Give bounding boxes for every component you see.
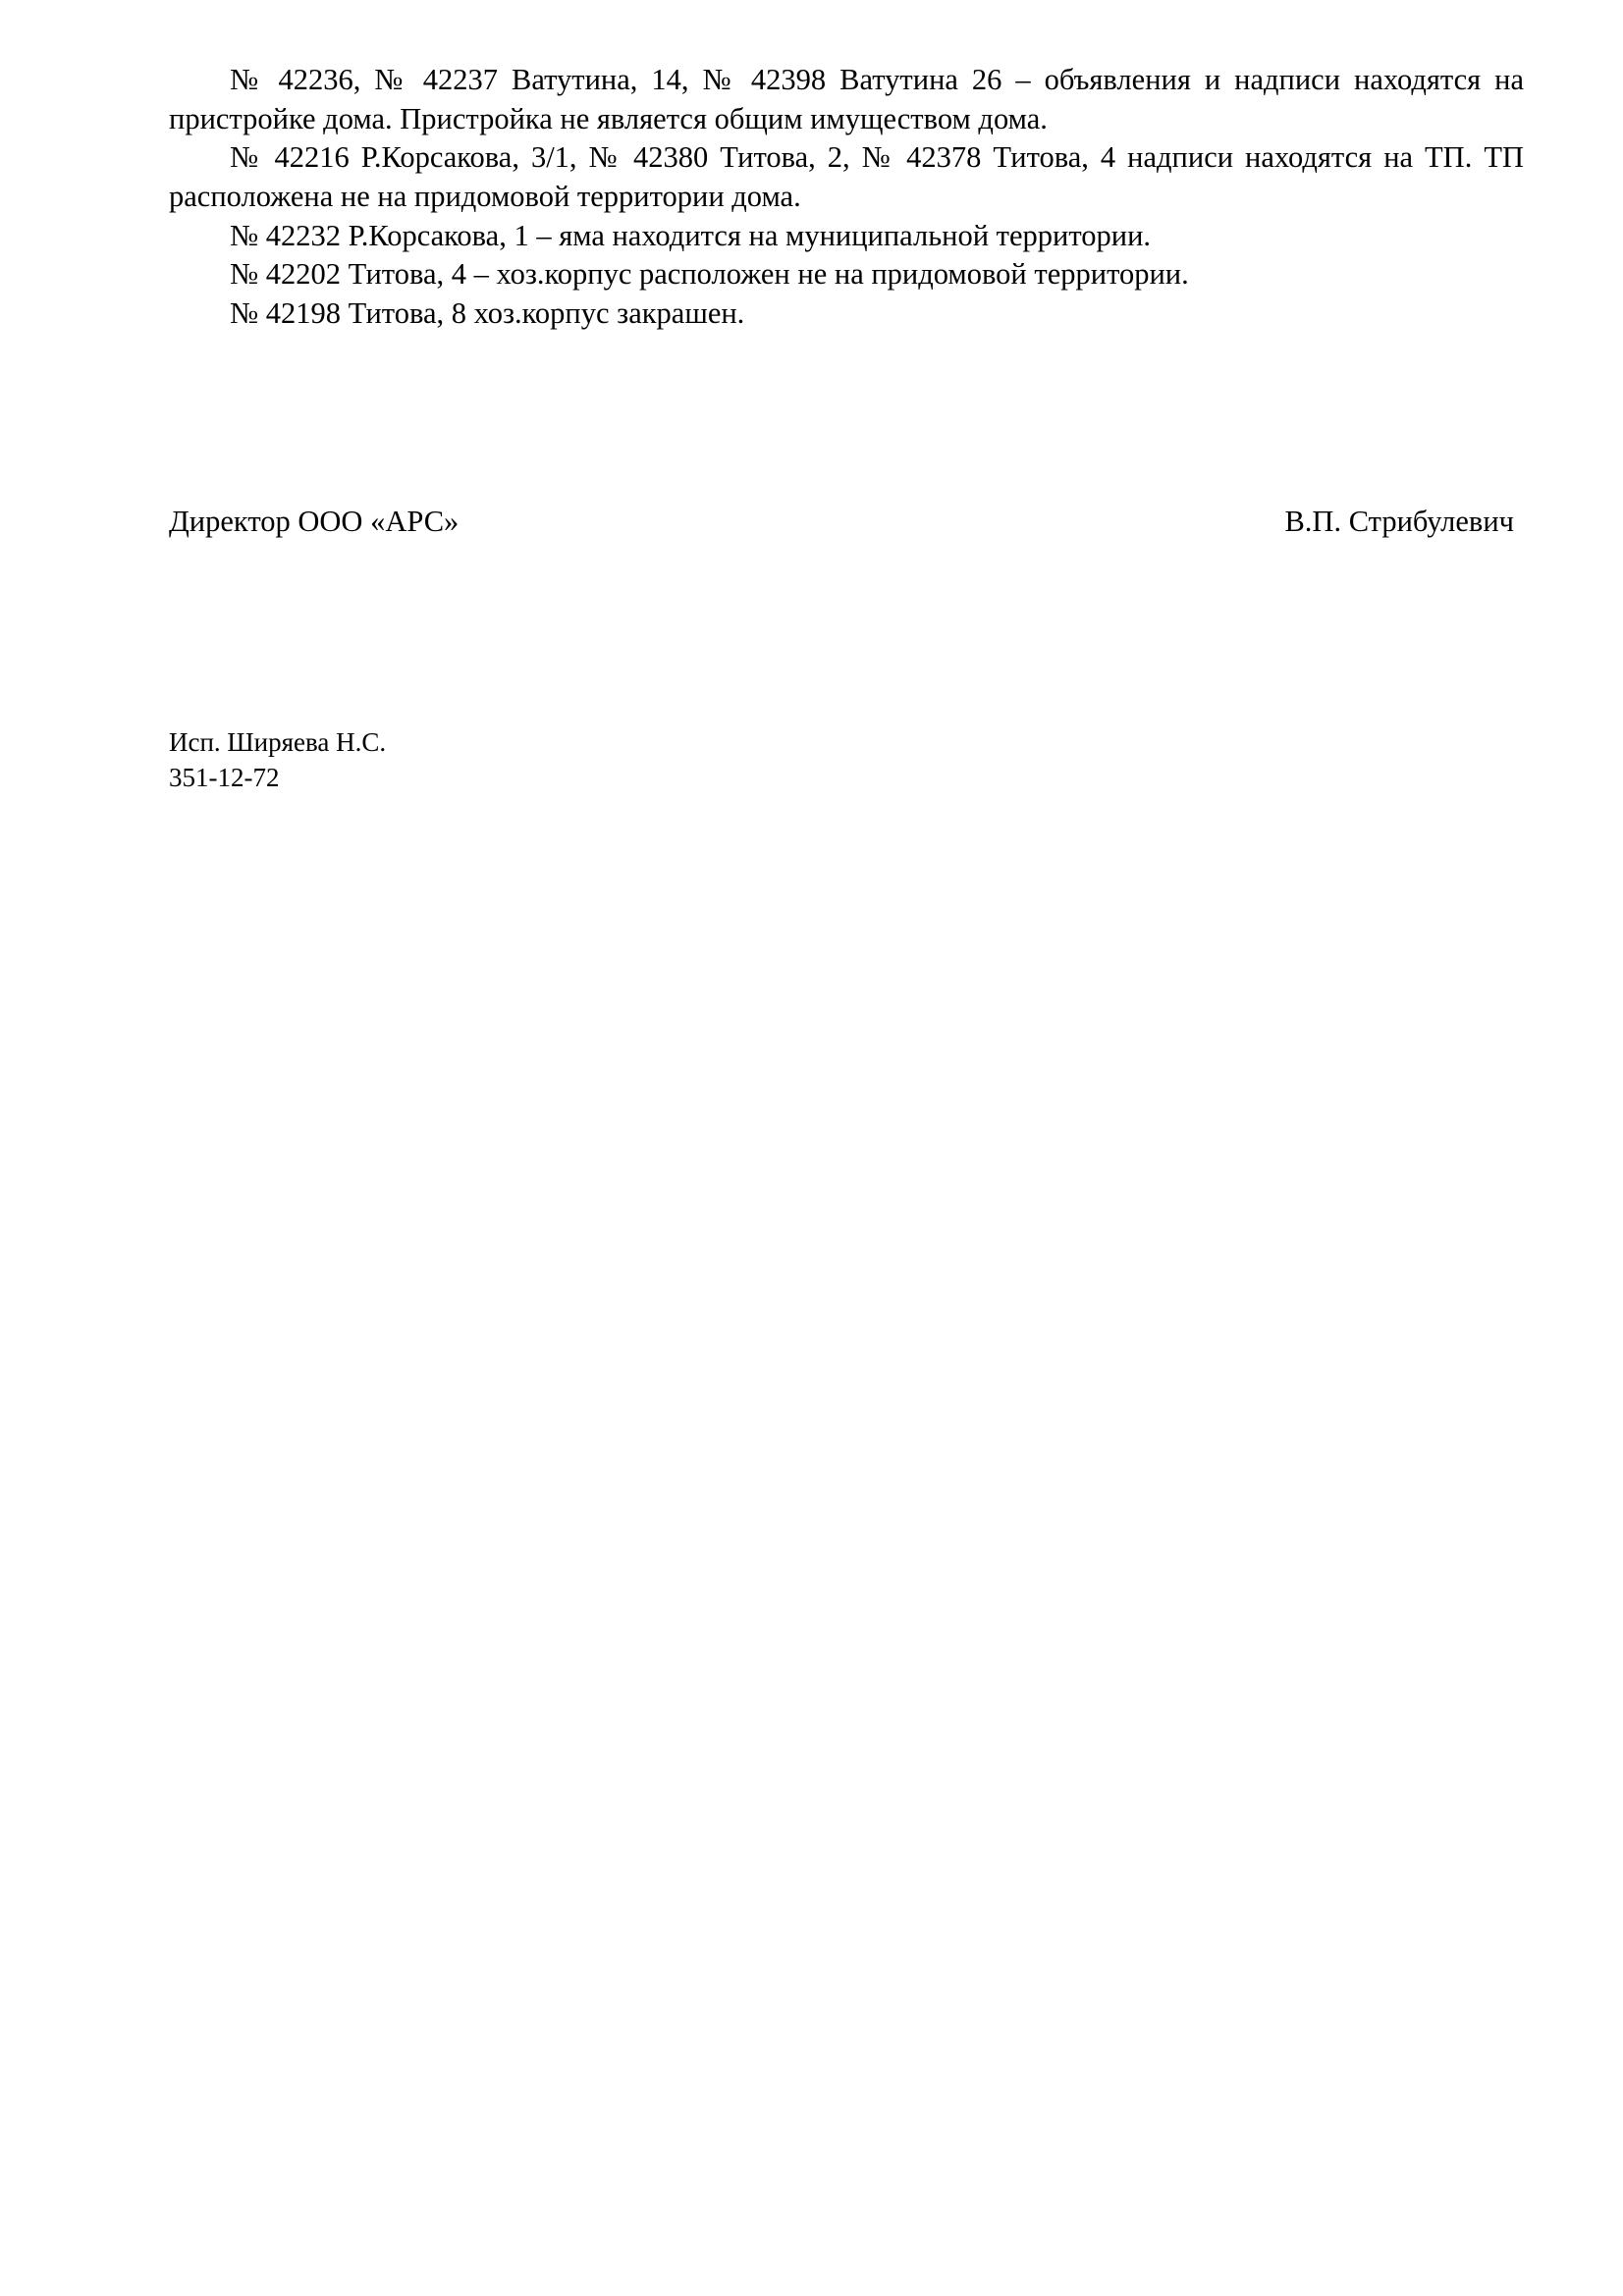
executor-name: Исп. Ширяева Н.С. xyxy=(169,727,387,757)
signature-position: Директор ООО «АРС» xyxy=(169,505,460,538)
signature-block xyxy=(169,503,1524,542)
paragraph-3: № 42232 Р.Корсакова, 1 – яма находится на муниципальной территории. xyxy=(230,218,1152,252)
signature-name: В.П. Стрибулевич xyxy=(1284,505,1514,538)
paragraph-4: № 42202 Титова, 4 – хоз.корпус расположен не на придомовой территории. xyxy=(230,257,1189,292)
executor-phone: 351-12-72 xyxy=(169,763,280,793)
paragraph-2: № 42216 Р.Корсакова, 3/1, № 42380 Титова, 2, № 42378 Титова, 4 надписи находятся на ТП. ТП расположена не на придомовой территории дома. xyxy=(169,140,1524,213)
document-body xyxy=(169,61,1524,333)
executor-block xyxy=(169,724,1524,796)
paragraph-1: № 42236, № 42237 Ватутина, 14, № 42398 Ватутина 26 – объявления и надписи находятся на пристройке дома. Пристройка не является общим имуществом дома. xyxy=(169,63,1524,135)
paragraph-5: № 42198 Титова, 8 хоз.корпус закрашен. xyxy=(230,295,745,330)
